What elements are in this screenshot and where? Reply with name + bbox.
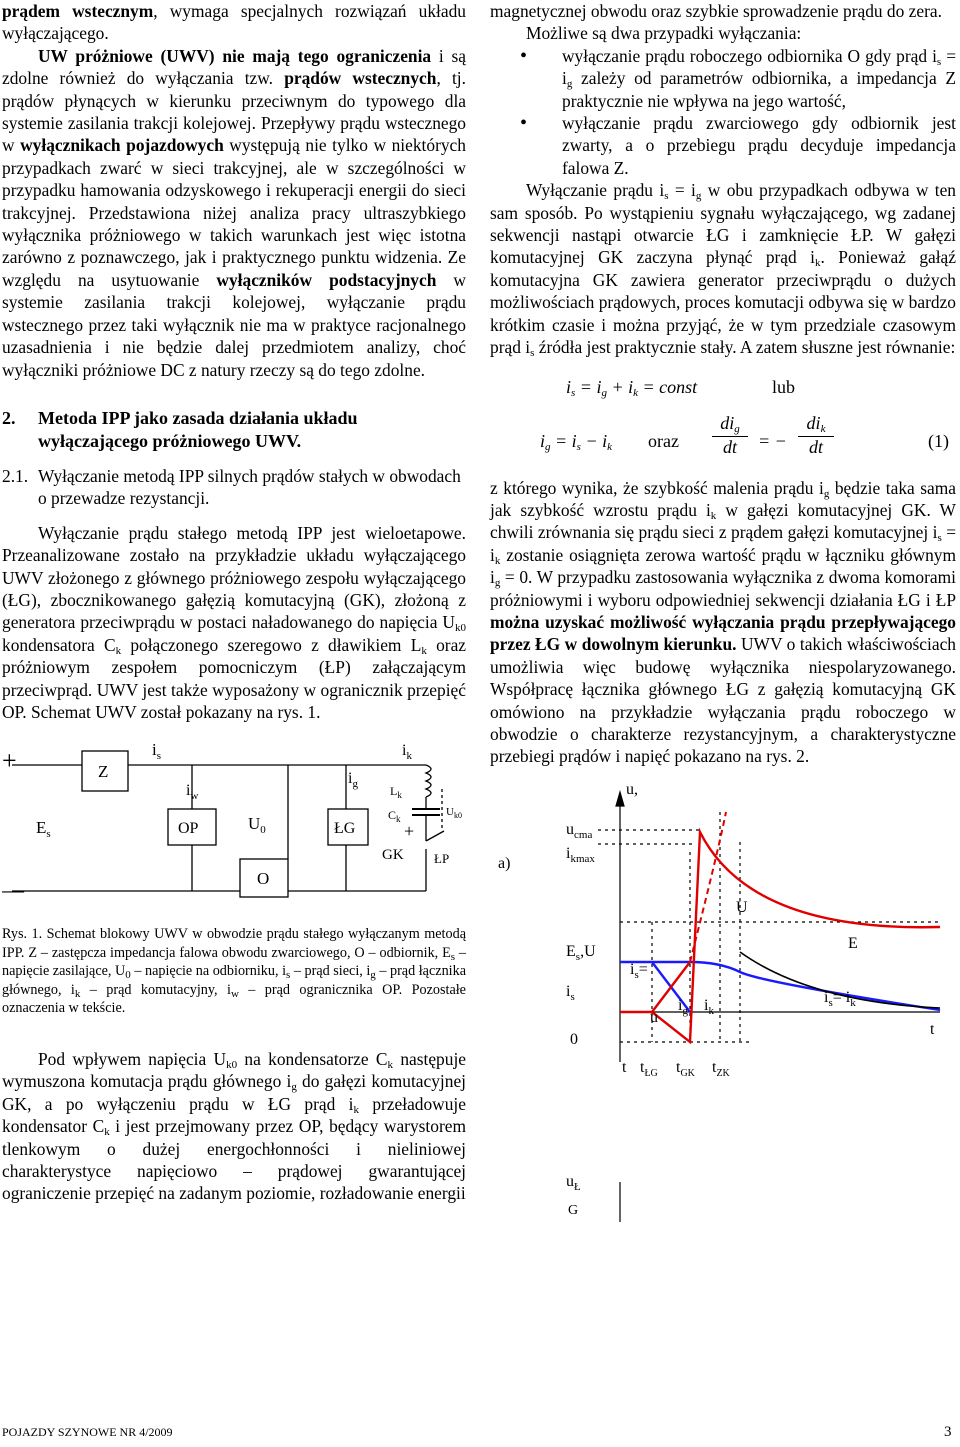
time-axis-label: t xyxy=(930,1020,935,1038)
paragraph: Pod wpływem napięcia $U_{k0}$ na kondensatorze $C_k$ następuje wymuszona komutacja prądu głównego $i_g$ do gałęzi komutacyjnej GK, a po wyłączeniu prądu w ŁG prąd $i_k$ przeładowuje kondensator $C_k$ i jest przejmowany przez OP, będący warystorem tlenkowym o dużej energochłonności i nieliniowej charakterystyce napięciowo – prądowej gwarantującej ograniczenie przepięć na zadanym poziomie, rozładowanie energii xyxy=(2,1048,466,1204)
subsection-heading: 2.1. Wyłączanie metodą IPP silnych prądów stałych w obwodach o przewadze rezystancji. xyxy=(2,465,461,509)
page-number: 3 xyxy=(944,1424,952,1440)
uk0-label: $U_{k0}$ xyxy=(446,806,462,821)
ul-label: $u_Ł$ xyxy=(566,1172,581,1193)
paragraph: Możliwe są dwa przypadki wyłączania: xyxy=(526,23,802,44)
equation-1: $i_s = i_g + i_k$ = const xyxy=(566,376,698,399)
ck-label: $C_k$ xyxy=(388,808,401,825)
ikmax-label: $i_{kmax}$ xyxy=(566,844,595,865)
equation-block xyxy=(490,359,956,469)
iseqik-label: $i_s= i_k$ xyxy=(824,988,856,1009)
fraction-dig: $di_g$ dt xyxy=(712,413,748,458)
capacitor-plus: + xyxy=(404,821,415,842)
is-eq-label: $i_s=$ xyxy=(630,960,648,981)
curve-is xyxy=(620,962,940,1010)
op-label: OP xyxy=(178,820,199,838)
paragraph: z którego wynika, że szybkość malenia prądu $i_g$ będzie taka sama jak szybkość wzrostu prądu $i_k$ w gałęzi komutacyjnej GK. W chwili zrównania się prądu sieci z prądem gałęzi komutacyjnej $i_s = i_k$ zostanie osiągnięta zerowa wartość prądu w łączniku głównym $i_g = 0$. W przypadku zastosowania wyłącznika z dwoma komorami próżniowymi i wyboru odpowiedniej sekwencji działania ŁG i ŁP można uzyskać możliwość wyłączania prądu przepływającego przez ŁG w dowolnym kierunku. UWV o takich właściwościach umożliwia więc budowę wyłącznika niespolaryzowanego. Współpracę łącznika głównego ŁG z gałęzią komutacyjną GK omówiono na przykładzie wyłączania prądu roboczego w obwodzie o charakterze rezystancyjnym, a charakterystyczne przebiegi prądów i napięć pokazano na rys. 2. xyxy=(490,477,957,767)
is-label: $i_s$ xyxy=(152,740,162,763)
lk-label: $L_k$ xyxy=(390,784,402,801)
section-heading: 2. Metoda IPP jako zasada działania układu wyłączającego próżniowego UWV. xyxy=(2,407,358,451)
fraction-dik: $di_k$ dt xyxy=(798,413,834,458)
esu-label: $E_s,U$ xyxy=(566,942,596,963)
tgk-label: $t_{GK}$ xyxy=(676,1058,695,1079)
equation-2: $i_g = i_s - i_k$ xyxy=(540,430,612,453)
curve-u xyxy=(620,832,940,1042)
case-list xyxy=(490,45,956,179)
list-item: • wyłączanie prądu zwarciowego gdy odbiornik jest zwarty, a o przebiegu prądu decyduje impedancja falowa Z. xyxy=(562,112,956,179)
left-column xyxy=(2,0,466,1205)
eq-equals: = − xyxy=(758,430,787,451)
gk-label: GK xyxy=(382,847,404,864)
journal-footer: POJAZDY SZYNOWE NR 4/2009 xyxy=(2,1425,173,1439)
subfig-a-label: a) xyxy=(498,854,511,872)
inductor xyxy=(426,765,431,797)
minus-terminal: — xyxy=(2,877,24,903)
is-label: $i_s$ xyxy=(566,982,575,1003)
tlg-label: $t_{ŁG}$ xyxy=(640,1058,658,1079)
paragraph: UW próżniowe (UWV) nie mają tego ograniczenia i są zdolne również do wyłączania tzw. prądów wstecznych, tj. prądów płynących w kierunku przeciwnym do typowego dla systemie zasilania trakcji kolejowej. Przepływy prądu wstecznego w wyłącznikach pojazdowych występują nie tylko w niektórych przypadkach zwarć w sieci trakcyjnej, ale w szczególności w przypadku hamowania odzyskowego i rekuperacji energii do sieci trakcyjnej. Przedstawiona niżej analiza pracy ultraszybkiego wyłącznika próżniowego w takich warunkach jest więc istotna zarówno z poznawczego, jak i praktycznego punktu widzenia. Ze względu na usytuowanie wyłączników podstacyjnych w systemie zasilania trakcji kolejowej, wyłączanie prądu wstecznego przez taki wyłącznik nie ma w praktyce racjonalnego uzasadnienia i nie będzie dalej przedmiotem analizy, choć wyłączniki próżniowe DC z natury rzeczy są do tego zdolne. xyxy=(2,45,466,380)
g-label: G xyxy=(568,1202,579,1218)
equation-number: (1) xyxy=(928,430,949,451)
ik-label: $i_k$ xyxy=(704,996,714,1017)
u-curve-label: U xyxy=(736,898,748,916)
e-curve-label: E xyxy=(848,934,858,952)
paragraph: prądem wstecznym, wymaga specjalnych rozwiązań układu wyłączającego. xyxy=(2,1,466,44)
ucma-label: $u_{cma}$ xyxy=(566,820,593,841)
z-label: Z xyxy=(98,762,109,782)
right-column xyxy=(490,0,956,1232)
tzk-label: $t_{ZK}$ xyxy=(712,1058,730,1079)
u-small-label: u xyxy=(650,1008,658,1026)
paragraph: Wyłączanie prądu stałego metodą IPP jest wieloetapowe. Przeanalizowane zostało na przykładzie układu wyłączającego UWV złożonego z głównego próżniowego zespołu wyłączającego (ŁG), zbocznikowanego gałęzią komutacyjną (GK), złożoną z generatora przeciwprądu w postaci naładowanego do napięcia $U_{k0}$ kondensatora $C_k$ połączonego szeregowo z dławikiem $L_k$ oraz próżniowym zespołem pomocniczym (ŁP) załączającym przeciwprąd. UWV jest także wyposażony w ogranicznik przepięć OP. Schemat UWV został pokazany na rys. 1. xyxy=(2,522,467,722)
iw-label: $i_w$ xyxy=(186,782,199,803)
origin-label: 0 xyxy=(570,1030,578,1048)
t0-label: t xyxy=(622,1058,627,1076)
figure-1-circuit xyxy=(2,729,466,909)
paragraph: magnetycznej obwodu oraz szybkie sprowadzenie prądu do zera. xyxy=(490,1,942,21)
lp-label: ŁP xyxy=(434,851,450,867)
u0-label: $U_0$ xyxy=(248,814,266,837)
figure-1-caption: Rys. 1. Schemat blokowy UWV w obwodzie prądu stałego wyłączanym metodą IPP. Z – zastępcza impedancja falowa obwodu zwarciowego, O – odbiornik, $E_s$ – napięcie zasilające, $U_0$ – napięcie na odbiorniku, $i_s$ – prąd sieci, $i_g$ – prąd łącznika głównego, $i_k$ – prąd komutacyjny, $i_w$ – prąd ogranicznika OP. Pozostałe oznaczenia w tekście. xyxy=(2,926,467,1017)
list-item: • wyłączanie prądu roboczego odbiornika O gdy prąd $i_s = i_g$ zależy od parametrów odbiornika, a impedancja Z praktycznie nie wpływa na jego wartość, xyxy=(562,45,956,112)
eq-oraz: oraz xyxy=(648,430,679,451)
ik-label: $i_k$ xyxy=(402,742,412,763)
paragraph: Wyłączanie prądu $i_s = i_g$ w obu przypadkach odbywa w ten sam sposób. Po wystąpieniu sygnału wyłączającego, wg zadanej sekwencji nastąpi otwarcie ŁG i zamknięcie ŁP. W gałęzi komutacyjnej GK zaczyna płynąć prąd $i_k$. Ponieważ gałąź komutacyjna GK zawiera generator przeciwprądu o dużych możliwościach prądowych, proces komutacji odbywa się w bardzo krótkim czasie i można przyjąć, że w tym przedziale czasowym prąd $i_s$ źródła jest praktycznie stały. A zatem słuszne jest równanie: xyxy=(490,180,957,360)
figure-2-waveforms xyxy=(490,772,956,1232)
load-label: O xyxy=(257,869,270,889)
es-label: $E_s$ xyxy=(36,818,51,841)
eq-lub: lub xyxy=(772,376,796,397)
ig-label: $i_g$ xyxy=(348,770,358,791)
plus-terminal: + xyxy=(2,746,17,776)
ig-label: $i_g$ xyxy=(678,996,688,1017)
lg-label: ŁG xyxy=(334,820,356,838)
y-axis-label: u, xyxy=(626,780,638,798)
